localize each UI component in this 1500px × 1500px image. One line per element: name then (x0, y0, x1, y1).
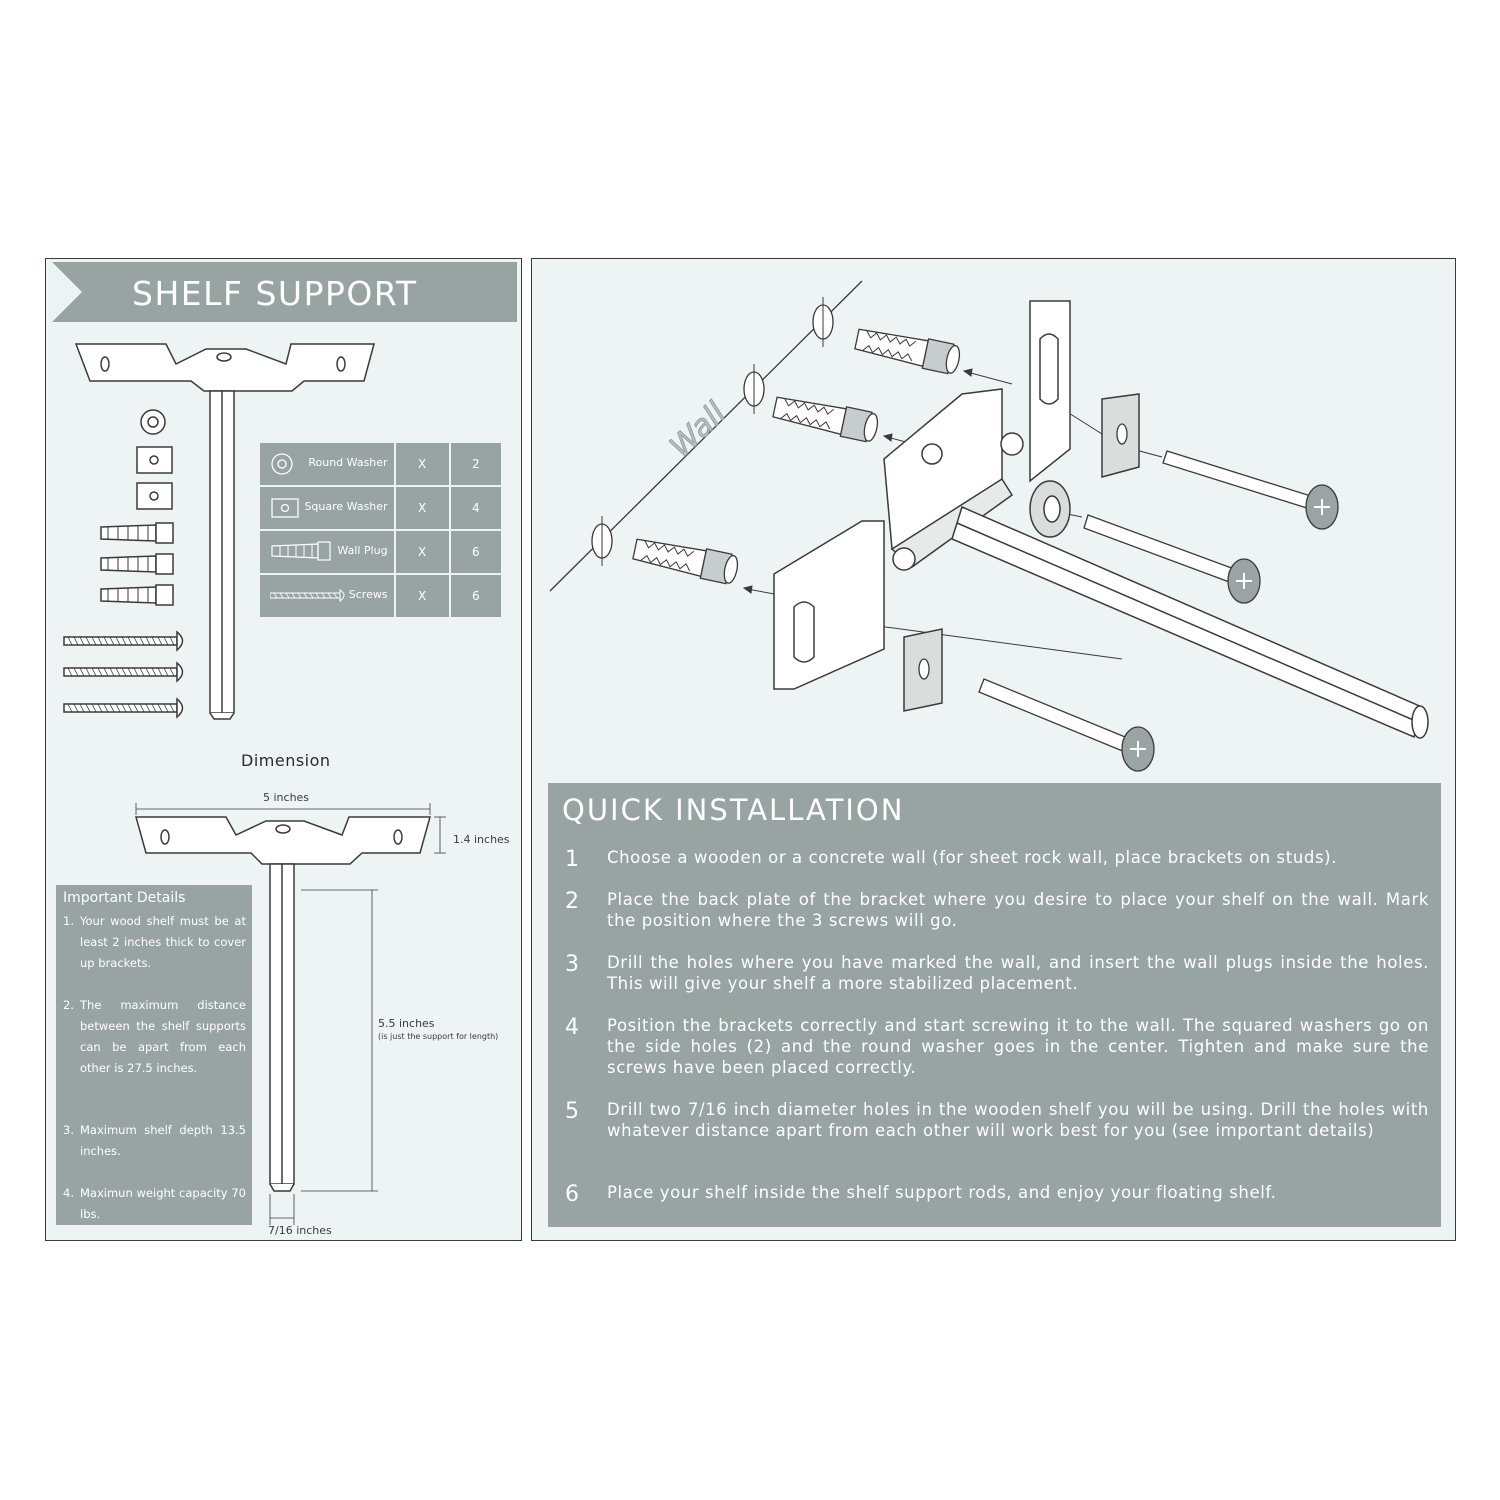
step-number: 2 (565, 889, 579, 914)
list-item (63, 1183, 246, 1225)
important-details (56, 885, 252, 1225)
item-text: Maximun weight capacity 70 lbs. (80, 1186, 246, 1221)
part-name: Round Washer (308, 456, 388, 469)
length-label: 5.5 inches (378, 1017, 435, 1030)
item-number: 2. (63, 998, 74, 1012)
part-quantity: 6 (450, 530, 502, 574)
step-text: Choose a wooden or a concrete wall (for sheet rock wall, place brackets on studs). (607, 848, 1338, 867)
step-number: 4 (565, 1015, 579, 1040)
shelf-support-panel (45, 258, 522, 1241)
wall-plug-icon (772, 392, 880, 443)
item-text: The maximum distance between the shelf supports can be apart from each other is 27.5 inches. (80, 998, 246, 1075)
installation-diagram (532, 259, 1457, 779)
wall-plug-icon (632, 534, 740, 585)
step-text: Place the back plate of the bracket where you desire to place your shelf on the wall. Mark the position where the 3 screws will go. (607, 890, 1429, 930)
page-title: SHELF SUPPORT (132, 274, 418, 313)
round-washer-icon (1030, 481, 1070, 537)
quick-installation-title: QUICK INSTALLATION (562, 793, 905, 827)
part-quantity: 2 (450, 442, 502, 486)
list-item (63, 911, 246, 974)
step-text: Place your shelf inside the shelf support rods, and enjoy your floating shelf. (607, 1183, 1277, 1202)
part-multiplier: X (395, 530, 450, 574)
screw-icon (979, 679, 1154, 771)
list-item (63, 995, 246, 1079)
installation-panel (531, 258, 1456, 1241)
part-multiplier: X (395, 574, 450, 618)
item-number: 1. (63, 914, 74, 928)
part-multiplier: X (395, 442, 450, 486)
part-name: Square Washer (304, 500, 388, 513)
item-text: Your wood shelf must be at least 2 inches thick to cover up brackets. (80, 914, 246, 970)
quick-installation (548, 783, 1441, 1227)
step-number: 3 (565, 952, 579, 977)
part-multiplier: X (395, 486, 450, 530)
part-name: Screws (348, 588, 388, 601)
important-details-title: Important Details (63, 890, 186, 906)
part-quantity: 6 (450, 574, 502, 618)
part-quantity: 4 (450, 486, 502, 530)
step-text: Drill two 7/16 inch diameter holes in the wooden shelf you will be using. Drill the holes with whatever distance apart from each other will work best for you (see important details) (607, 1100, 1429, 1140)
item-number: 3. (63, 1123, 74, 1137)
list-item (63, 1120, 246, 1162)
step-number: 5 (565, 1099, 579, 1124)
diameter-label: 7/16 inches (268, 1224, 332, 1237)
dimension-title: Dimension (241, 751, 331, 770)
step-text: Drill the holes where you have marked the wall, and insert the wall plugs inside the holes. This will give your shelf a more stabilized placement. (607, 953, 1429, 993)
wall-label: Wall (663, 395, 733, 465)
item-number: 4. (63, 1186, 74, 1200)
screw-icon (1163, 451, 1338, 529)
step-number: 1 (565, 847, 579, 872)
item-text: Maximum shelf depth 13.5 inches. (80, 1123, 246, 1158)
length-note: (is just the support for length) (378, 1032, 499, 1041)
height-label: 1.4 inches (453, 833, 510, 846)
width-label: 5 inches (263, 791, 310, 804)
step-number: 6 (565, 1182, 579, 1207)
wall-plug-icon (854, 324, 962, 375)
part-name: Wall Plug (337, 544, 388, 557)
step-text: Position the brackets correctly and start screwing it to the wall. The squared washers go on the side holes (2) and the round washer goes in the center. Tighten and make sure the screws have been placed correctly. (607, 1016, 1429, 1077)
